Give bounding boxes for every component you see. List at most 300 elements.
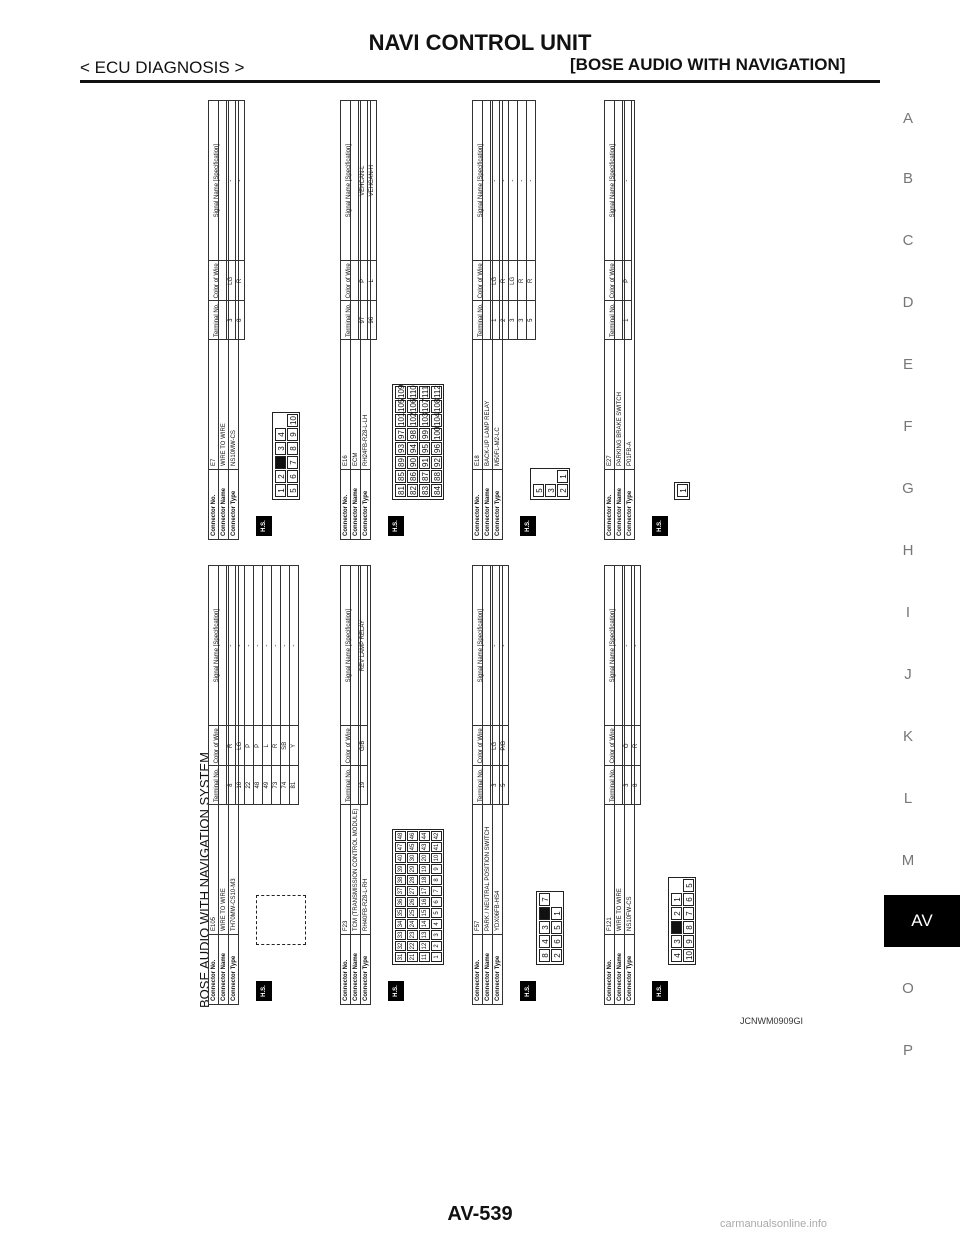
connector-pin: 8 (539, 949, 550, 962)
connector-pin: 39 (395, 864, 406, 874)
table-row (281, 566, 290, 805)
connector-pin: 102 (409, 412, 418, 426)
side-index-i[interactable]: I (905, 604, 911, 621)
table-row (263, 566, 272, 805)
connector-pin: 1 (557, 470, 568, 483)
connector-pin: 1 (671, 893, 682, 906)
side-index-h[interactable]: H (902, 542, 914, 559)
connector-face (392, 384, 444, 500)
watermark: carmanualsonline.info (720, 1218, 828, 1230)
hs-icon: H.S. (256, 516, 272, 536)
table-row (236, 566, 245, 805)
connector-face (392, 829, 444, 965)
table-cell: P/B (500, 726, 509, 766)
connector-pin: 12 (419, 941, 430, 951)
table-row (491, 101, 500, 340)
connector-name-value: WIRE TO WIRE (219, 101, 229, 470)
connector-pin: 3 (539, 921, 550, 934)
terminal-no-header: Terminal No. (605, 766, 623, 805)
table-row (509, 101, 518, 340)
connector-number-label: Connector No. (605, 935, 615, 1005)
connector-pin: 104 (433, 412, 442, 426)
table-cell: - (509, 101, 518, 261)
connector-pin: 91 (419, 456, 430, 469)
connector-face (674, 482, 690, 500)
connector-pin: 3 (275, 442, 286, 455)
table-cell: 3 (509, 301, 518, 340)
signal-name-header: Signal Name [Specification] (209, 101, 227, 261)
connector-face (256, 895, 306, 945)
connector-pin: 4 (671, 949, 682, 962)
table-cell: - (527, 101, 536, 261)
connector-pin: 46 (407, 831, 418, 841)
terminal-no-header: Terminal No. (209, 766, 227, 805)
table-row (227, 101, 236, 340)
table-cell: 3 (491, 766, 500, 805)
connector-number-label: Connector No. (209, 935, 219, 1005)
hs-icon: H.S. (388, 516, 404, 536)
table-cell: - (632, 566, 641, 726)
table-cell: G/B (359, 726, 368, 766)
connector-pin: 47 (395, 842, 406, 852)
color-of-wire-header: Color of Wire (341, 261, 359, 301)
connector-pin: 25 (407, 908, 418, 918)
connector-name-value: BACK-UP LAMP RELAY (483, 101, 493, 470)
table-row (368, 101, 377, 340)
connector-number-label: Connector No. (473, 935, 483, 1005)
connector-name-value: PARKING BRAKE SWITCH (615, 101, 625, 470)
color-of-wire-header: Color of Wire (209, 261, 227, 301)
connector-type-label: Connector Type (493, 470, 503, 540)
system-title: BOSE AUDIO WITH NAVIGATION SYSTEM (197, 752, 212, 1008)
connector-type-label: Connector Type (229, 470, 239, 540)
connector-name-value: PARK / NEUTRAL POSITION SWITCH (483, 566, 493, 935)
connector-name-label: Connector Name (615, 470, 625, 540)
table-cell: 8 (227, 766, 236, 805)
connector-pin (671, 921, 682, 934)
connector-pin: 1 (677, 484, 688, 497)
connector-pin: 1 (551, 907, 562, 920)
table-cell: 73 (272, 766, 281, 805)
connector-pin: 1 (275, 484, 286, 497)
terminal-no-header: Terminal No. (473, 766, 491, 805)
table-row (236, 101, 245, 340)
table-cell: - (236, 566, 245, 726)
connector-pin: 27 (407, 886, 418, 896)
table-cell: 5 (500, 766, 509, 805)
table-cell: - (263, 566, 272, 726)
side-index-a[interactable]: A (902, 110, 913, 127)
table-cell: - (518, 101, 527, 261)
connector-pin: 101 (397, 412, 406, 426)
side-index-d[interactable]: D (902, 294, 914, 311)
connector-pin: 48 (395, 831, 406, 841)
connector-pin: 8 (683, 921, 694, 934)
connector-pin: 1 (431, 952, 442, 962)
signal-name-header: Signal Name [Specification] (341, 566, 359, 726)
connector-pin: 2 (671, 907, 682, 920)
table-cell: 22 (245, 766, 254, 805)
table-cell: 3 (227, 301, 236, 340)
connector-type-value: M50FL-M2-LC (493, 101, 503, 470)
connector-pin: 85 (395, 470, 406, 483)
terminal-table (340, 565, 368, 805)
connector-pin: 7 (287, 456, 298, 469)
table-cell: 81 (290, 766, 299, 805)
connector-pin: 19 (419, 864, 430, 874)
connector-type-label: Connector Type (493, 935, 503, 1005)
connector-pin: 6 (551, 935, 562, 948)
connector-type-label: Connector Type (229, 935, 239, 1005)
connector-name-value: WIRE TO WIRE (219, 566, 229, 935)
table-cell: LG (491, 726, 500, 766)
table-row (500, 566, 509, 805)
side-index-m[interactable]: M (901, 852, 915, 869)
color-of-wire-header: Color of Wire (209, 726, 227, 766)
connector-name-value: ECM (351, 101, 361, 470)
table-cell: - (500, 566, 509, 726)
table-cell: 49 (263, 766, 272, 805)
color-of-wire-header: Color of Wire (605, 726, 623, 766)
connector-pin: 4 (539, 935, 550, 948)
connector-pin: 5 (431, 908, 442, 918)
system-label: [BOSE AUDIO WITH NAVIGATION] (570, 55, 846, 74)
connector-pin: 4 (431, 919, 442, 929)
connector-type-value: RH40FB-RZ8-L-RH (361, 566, 371, 935)
table-cell: 19 (359, 766, 368, 805)
connector-pin: 103 (421, 412, 430, 426)
table-cell: - (227, 566, 236, 726)
table-row (518, 101, 527, 340)
connector-pin: 2 (431, 941, 442, 951)
table-cell: LG (509, 261, 518, 301)
signal-name-header: Signal Name [Specification] (341, 101, 359, 261)
table-row (500, 101, 509, 340)
connector-pin: 2 (275, 470, 286, 483)
table-cell: - (227, 101, 236, 261)
connector-type-label: Connector Type (361, 470, 371, 540)
table-cell: R (527, 261, 536, 301)
connector-pin: 26 (407, 897, 418, 907)
connector-pin: 106 (409, 398, 418, 412)
connector-pin: 88 (431, 470, 442, 483)
connector-number-value: E16 (341, 101, 351, 470)
connector-pin: 36 (395, 897, 406, 907)
connector-pin: 8 (287, 442, 298, 455)
table-cell: 48 (254, 766, 263, 805)
connector-pin: 20 (419, 853, 430, 863)
connector-pin: 38 (395, 875, 406, 885)
connector-pin: 3 (431, 930, 442, 940)
table-cell: 3 (518, 301, 527, 340)
hs-icon: H.S. (388, 981, 404, 1001)
table-cell: 3 (623, 766, 632, 805)
table-cell: P (359, 261, 368, 301)
side-index-o[interactable]: O (902, 980, 914, 997)
connector-name-value: TCM (TRANSMISSION CONTROL MODULE) (351, 566, 361, 935)
terminal-table (604, 100, 632, 340)
connector-pin: 6 (431, 897, 442, 907)
connector-name-label: Connector Name (483, 470, 493, 540)
connector-pin: 11 (419, 952, 430, 962)
connector-pin (275, 456, 286, 469)
table-row (359, 566, 368, 805)
connector-number-label: Connector No. (473, 470, 483, 540)
table-cell: P (623, 261, 632, 301)
table-cell: R (500, 261, 509, 301)
connector-type-value: P01FB-A (625, 101, 635, 470)
connector-type-value: NS10FW-CS (625, 566, 635, 935)
terminal-table (340, 100, 377, 340)
connector-pin: 2 (551, 949, 562, 962)
connector-pin: 10 (287, 414, 298, 427)
connector-pin: 92 (431, 456, 442, 469)
connector-type-value: RH24FB-RZ8-L-LH (361, 101, 371, 470)
connector-pin: 95 (419, 442, 430, 455)
hs-icon: H.S. (652, 516, 668, 536)
connector-pin: 40 (395, 853, 406, 863)
connector-pin: 44 (419, 831, 430, 841)
connector-pin: 111 (421, 385, 430, 398)
table-cell: VEHCAN-L (359, 101, 368, 261)
side-index-p[interactable]: P (902, 1042, 913, 1059)
table-cell: - (491, 101, 500, 261)
table-cell: - (245, 566, 254, 726)
connector-pin: 84 (431, 484, 442, 497)
connector-pin: 99 (419, 428, 430, 441)
connector-pin: 16 (419, 897, 430, 907)
connector-pin: 110 (409, 385, 418, 398)
table-cell: VEHCAN-H (368, 101, 377, 261)
table-cell: - (236, 101, 245, 261)
connector-pin (539, 907, 550, 920)
connector-type-value: NS10MW-CS (229, 101, 239, 470)
connector-pin: 98 (407, 428, 418, 441)
table-cell: - (500, 101, 509, 261)
connector-pin: 32 (395, 941, 406, 951)
connector-type-label: Connector Type (361, 935, 371, 1005)
table-cell: L (368, 261, 377, 301)
connector-pin: 4 (275, 428, 286, 441)
connector-name-label: Connector Name (483, 935, 493, 1005)
table-row (359, 101, 368, 340)
connector-pin: 87 (419, 470, 430, 483)
connector-face (668, 877, 696, 965)
connector-number-value: E27 (605, 101, 615, 470)
color-of-wire-header: Color of Wire (605, 261, 623, 301)
connector-pin: 41 (431, 842, 442, 852)
table-row (254, 566, 263, 805)
table-cell: 8 (632, 766, 641, 805)
connector-pin: 89 (395, 456, 406, 469)
connector-type-label: Connector Type (625, 470, 635, 540)
connector-number-value: F23 (341, 566, 351, 935)
terminal-no-header: Terminal No. (209, 301, 227, 340)
connector-number-label: Connector No. (209, 470, 219, 540)
connector-number-value: E18 (473, 101, 483, 470)
terminal-table (472, 100, 536, 340)
side-index-k[interactable]: K (902, 728, 913, 745)
connector-pin: 17 (419, 886, 430, 896)
terminal-table (604, 565, 641, 805)
connector-pin: 22 (407, 941, 418, 951)
connector-number-label: Connector No. (341, 935, 351, 1005)
connector-pin: 94 (407, 442, 418, 455)
side-index-c[interactable]: C (902, 232, 914, 249)
table-cell: 8 (236, 301, 245, 340)
side-index-g[interactable]: G (902, 480, 914, 497)
table-cell: SB (281, 726, 290, 766)
table-cell: - (290, 566, 299, 726)
connector-pin: 5 (533, 484, 544, 497)
connector-pin: 29 (407, 864, 418, 874)
connector-name-label: Connector Name (615, 935, 625, 1005)
table-cell: - (623, 101, 632, 261)
table-cell: 2 (500, 301, 509, 340)
table-cell: R (236, 261, 245, 301)
connector-type-label: Connector Type (625, 935, 635, 1005)
table-cell: 1 (623, 301, 632, 340)
table-cell: 74 (281, 766, 290, 805)
table-cell: LG (236, 726, 245, 766)
table-cell: LG (227, 261, 236, 301)
table-row (272, 566, 281, 805)
connector-pin: 90 (407, 456, 418, 469)
connector-pin: 42 (431, 831, 442, 841)
connector-pin: 7 (683, 907, 694, 920)
table-row (290, 566, 299, 805)
side-index-j[interactable]: J (904, 666, 912, 683)
signal-name-header: Signal Name [Specification] (473, 101, 491, 261)
table-cell: 5 (527, 301, 536, 340)
connector-panel-f23 (340, 565, 468, 1005)
connector-pin: 83 (419, 484, 430, 497)
connector-pin: 34 (395, 919, 406, 929)
connector-pin: 45 (407, 842, 418, 852)
connector-pin: 10 (683, 949, 694, 962)
table-cell: L (263, 726, 272, 766)
connector-face (530, 468, 570, 500)
connector-pin: 107 (421, 398, 430, 412)
table-cell: - (254, 566, 263, 726)
connector-panel-e18 (472, 100, 600, 540)
connector-pin: 7 (539, 893, 550, 906)
diagram-id: JCNWM0909GI (740, 1016, 804, 1026)
connector-pin: 6 (287, 470, 298, 483)
signal-name-header: Signal Name [Specification] (473, 566, 491, 726)
connector-face (272, 412, 300, 500)
header-rule (80, 80, 880, 83)
connector-pin: 108 (433, 398, 442, 412)
side-index-f[interactable]: F (903, 418, 913, 435)
connector-pin: 5 (287, 484, 298, 497)
table-row (491, 566, 500, 805)
connector-pin: 97 (395, 428, 406, 441)
table-cell: O (623, 726, 632, 766)
table-cell: - (491, 566, 500, 726)
connector-pin: 93 (395, 442, 406, 455)
table-row (623, 566, 632, 805)
page-title: NAVI CONTROL UNIT (368, 30, 592, 55)
connector-number-value: F57 (473, 566, 483, 935)
connector-pin: 9 (683, 935, 694, 948)
connector-pin: 2 (557, 484, 568, 497)
connector-number-value: E105 (209, 566, 219, 935)
signal-name-header: Signal Name [Specification] (209, 566, 227, 726)
page-number: AV-539 (447, 1203, 513, 1225)
connector-pin: 3 (671, 935, 682, 948)
table-cell: P (254, 726, 263, 766)
terminal-no-header: Terminal No. (605, 301, 623, 340)
table-cell: 97 (359, 301, 368, 340)
connector-number-label: Connector No. (341, 470, 351, 540)
connector-pin: 14 (419, 919, 430, 929)
connector-type-value: YDX06FB-HS4 (493, 566, 503, 935)
connector-pin: 10 (431, 853, 442, 863)
connector-pin: 7 (431, 886, 442, 896)
connector-pin: 43 (419, 842, 430, 852)
connector-pin: 30 (407, 853, 418, 863)
section-label: < ECU DIAGNOSIS > (80, 58, 245, 77)
table-cell: R (272, 726, 281, 766)
connector-pin: 86 (407, 470, 418, 483)
connector-pin: 15 (419, 908, 430, 918)
table-row (623, 101, 632, 340)
connector-pin: 33 (395, 930, 406, 940)
connector-pin: 35 (395, 908, 406, 918)
connector-panel-f57 (472, 565, 600, 1005)
side-index-l[interactable]: L (903, 790, 913, 807)
connector-pin: 105 (397, 398, 406, 412)
color-of-wire-header: Color of Wire (341, 726, 359, 766)
hs-icon: H.S. (520, 516, 536, 536)
terminal-table (208, 565, 299, 805)
side-tab-av[interactable]: AV (884, 895, 960, 947)
connector-pin: 18 (419, 875, 430, 885)
connector-pin: 24 (407, 919, 418, 929)
connector-panel-e105 (208, 565, 336, 1005)
connector-panel-e27 (604, 100, 732, 540)
connector-pin: 109 (397, 384, 406, 398)
terminal-no-header: Terminal No. (473, 301, 491, 340)
signal-name-header: Signal Name [Specification] (605, 101, 623, 261)
table-cell: REV LAMP RELAY (359, 566, 368, 726)
connector-panel-e16 (340, 100, 468, 540)
connector-pin: 21 (407, 952, 418, 962)
terminal-no-header: Terminal No. (341, 301, 359, 340)
connector-name-label: Connector Name (219, 470, 229, 540)
connector-pin: 81 (395, 484, 406, 497)
connector-name-label: Connector Name (351, 935, 361, 1005)
table-cell: 10 (236, 766, 245, 805)
table-cell: - (281, 566, 290, 726)
connector-number-label: Connector No. (605, 470, 615, 540)
table-cell: 96 (368, 301, 377, 340)
connector-type-value: TH70MW-CS10-M3 (229, 566, 239, 935)
connector-number-value: F121 (605, 566, 615, 935)
side-index-e[interactable]: E (902, 356, 913, 373)
table-row (245, 566, 254, 805)
connector-pin: 28 (407, 875, 418, 885)
color-of-wire-header: Color of Wire (473, 261, 491, 301)
connector-pin: 13 (419, 930, 430, 940)
connector-pin: 5 (551, 921, 562, 934)
connector-pin: 9 (431, 864, 442, 874)
table-cell: - (272, 566, 281, 726)
table-cell: - (623, 566, 632, 726)
hs-icon: H.S. (256, 981, 272, 1001)
side-index-b[interactable]: B (902, 170, 913, 187)
